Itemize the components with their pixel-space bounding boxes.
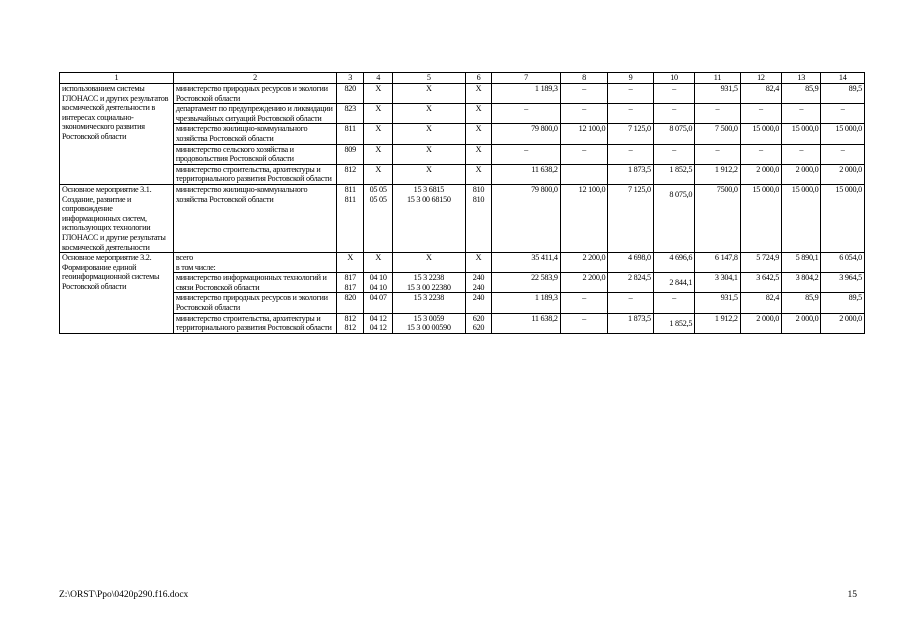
amount-cell — [695, 84, 741, 104]
cell-value: – — [582, 144, 586, 154]
budget-code-c5 — [393, 124, 465, 144]
amount-cell — [695, 293, 741, 313]
header-cell: 3 — [337, 73, 364, 84]
cell-value: 89,5 — [848, 293, 862, 303]
cell-value: – — [628, 144, 633, 154]
activity-name: Основное мероприятие 3.2. Формирование единой геоинформационной системы Ростовской области — [60, 253, 174, 334]
budget-code-c6 — [465, 253, 492, 273]
amount-cell — [608, 124, 654, 144]
amount-cell — [782, 253, 821, 273]
table-row — [60, 124, 865, 144]
budget-code-c5 — [393, 293, 465, 313]
cell-value: 4 696,6 — [669, 253, 693, 263]
budget-code-c3 — [337, 104, 364, 124]
cell-value: X — [475, 124, 482, 134]
cell-value: 85,9 — [805, 84, 819, 93]
budget-code-c4 — [364, 144, 393, 164]
amount-cell — [492, 164, 560, 184]
cell-value: 3 804,2 — [795, 273, 819, 283]
cell-value: 4 698,0 — [628, 253, 651, 263]
cell-value: X — [375, 104, 381, 114]
cell-value: 3 304,1 — [714, 273, 738, 283]
cell-value: 1 912,2 — [714, 313, 738, 323]
amount-cell — [608, 293, 654, 313]
amount-cell — [608, 84, 654, 104]
cell-value: 15 3 00 00590 — [406, 323, 451, 333]
cell-value: 2 000,0 — [756, 164, 780, 174]
cell-value: 6 147,8 — [714, 253, 738, 263]
cell-value: 2 824,5 — [628, 273, 651, 283]
cell-value: X — [475, 84, 482, 93]
budget-code-c3 — [337, 184, 364, 252]
cell-value: – — [715, 104, 720, 114]
cell-value: 7 125,0 — [628, 124, 651, 134]
amount-cell — [653, 293, 694, 313]
cell-value: 15 000,0 — [791, 184, 819, 194]
cell-value: 5 724,9 — [756, 253, 780, 263]
amount-cell — [782, 104, 821, 124]
cell-value: 620 — [472, 323, 485, 333]
cell-value: 1 912,2 — [714, 164, 738, 174]
cell-value: 82,4 — [765, 293, 780, 303]
budget-table — [59, 72, 865, 334]
cell-value: 8 075,0 — [669, 189, 693, 199]
budget-code-c4 — [364, 273, 393, 293]
table-row — [60, 293, 865, 313]
cell-value: – — [672, 293, 676, 303]
budget-code-c3 — [337, 144, 364, 164]
cell-value: 820 — [344, 84, 356, 93]
budget-code-c4 — [364, 104, 393, 124]
amount-cell — [653, 124, 694, 144]
cell-value: 85,9 — [805, 293, 819, 303]
amount-cell — [653, 184, 694, 252]
cell-value: – — [582, 84, 586, 93]
cell-value: 2 000,0 — [795, 313, 819, 323]
cell-value: 05 05 — [369, 194, 387, 204]
cell-value: 7500,0 — [716, 184, 738, 194]
amount-cell — [608, 104, 654, 124]
amount-cell — [782, 184, 821, 252]
amount-cell — [653, 144, 694, 164]
cell-value: – — [582, 293, 586, 303]
amount-cell — [560, 164, 608, 184]
amount-cell — [653, 313, 694, 333]
cell-value: – — [524, 144, 529, 154]
cell-value: X — [475, 104, 482, 114]
cell-value: – — [628, 84, 633, 93]
budget-code-c5 — [393, 253, 465, 273]
budget-code-c6 — [465, 124, 492, 144]
amount-cell — [608, 164, 654, 184]
cell-value: – — [759, 144, 763, 154]
amount-cell — [653, 84, 694, 104]
budget-code-c4 — [364, 253, 393, 273]
activity-name: Основное мероприятие 3.1. Создание, развитие и сопровождение информационных систем, использующих технологии ГЛОНАСС и другие результаты космической деятельности — [60, 184, 174, 252]
cell-value: 1 852,5 — [669, 318, 693, 328]
executor-name: министерство природных ресурсов и экологии Ростовской области — [173, 84, 336, 104]
cell-value: 2 844,1 — [669, 278, 693, 288]
cell-value: 89,5 — [848, 84, 862, 93]
cell-value: 811 — [344, 124, 356, 134]
amount-cell — [695, 273, 741, 293]
cell-value: 6 054,0 — [839, 253, 862, 263]
cell-value: 15 000,0 — [752, 184, 780, 194]
cell-value: 1 873,5 — [628, 313, 651, 323]
cell-value: 7 500,0 — [714, 124, 738, 134]
amount-cell — [782, 273, 821, 293]
cell-value: 12 100,0 — [578, 124, 606, 134]
cell-value: – — [672, 84, 676, 93]
budget-code-c6 — [465, 144, 492, 164]
amount-cell — [560, 293, 608, 313]
amount-cell — [821, 293, 865, 313]
table-row — [60, 84, 865, 104]
executor-name: министерство информационных технологий и связи Ростовской области — [173, 273, 336, 293]
cell-value: 2 000,0 — [839, 313, 862, 323]
budget-code-c5 — [393, 144, 465, 164]
amount-cell — [608, 184, 654, 252]
cell-value: 15 3 2238 — [413, 273, 445, 283]
amount-cell — [560, 273, 608, 293]
budget-code-c5 — [393, 164, 465, 184]
header-cell: 10 — [653, 73, 694, 84]
executor-name: министерство строительства, архитектуры и территориального развития Ростовской области — [173, 164, 336, 184]
cell-value: 812 — [344, 313, 356, 323]
cell-value: 1 873,5 — [628, 164, 651, 174]
amount-cell — [653, 164, 694, 184]
amount-cell — [560, 313, 608, 333]
budget-code-c4 — [364, 164, 393, 184]
amount-cell — [492, 144, 560, 164]
header-cell: 4 — [364, 73, 393, 84]
cell-value: 15 000,0 — [791, 124, 819, 134]
table-row — [60, 253, 865, 273]
cell-value: 817 — [344, 282, 356, 292]
cell-value: X — [375, 164, 381, 174]
budget-code-c6 — [465, 164, 492, 184]
cell-value: – — [715, 144, 720, 154]
budget-code-c6 — [465, 104, 492, 124]
budget-code-c4 — [364, 84, 393, 104]
cell-value: 04 12 — [369, 323, 387, 333]
amount-cell — [492, 313, 560, 333]
amount-cell — [653, 273, 694, 293]
amount-cell — [492, 124, 560, 144]
cell-value: 1 189,3 — [534, 84, 558, 93]
executor-name: министерство жилищно-коммунального хозяйства Ростовской области — [173, 124, 336, 144]
amount-cell — [821, 144, 865, 164]
budget-code-c3 — [337, 164, 364, 184]
cell-value: – — [799, 104, 804, 114]
budget-code-c6 — [465, 273, 492, 293]
amount-cell — [740, 273, 781, 293]
amount-cell — [695, 184, 741, 252]
cell-value: 2 000,0 — [795, 164, 819, 174]
budget-code-c3 — [337, 293, 364, 313]
executor-name: министерство природных ресурсов и экологии Ростовской области — [173, 293, 336, 313]
budget-code-c3 — [337, 124, 364, 144]
cell-value: X — [347, 253, 354, 263]
cell-value: 811 — [344, 184, 356, 194]
budget-code-c4 — [364, 124, 393, 144]
header-cell: 6 — [465, 73, 492, 84]
budget-code-c4 — [364, 293, 393, 313]
cell-value: – — [582, 104, 586, 114]
header-cell: 1 — [60, 73, 174, 84]
cell-value: 15 3 00 68150 — [406, 194, 451, 204]
cell-value: 22 583,9 — [531, 273, 558, 283]
cell-value: – — [582, 313, 586, 323]
amount-cell — [740, 104, 781, 124]
budget-code-c3 — [337, 273, 364, 293]
cell-value: – — [524, 104, 529, 114]
cell-value: – — [672, 144, 676, 154]
cell-value: 04 10 — [369, 273, 387, 283]
cell-value: 79 800,0 — [531, 124, 558, 134]
budget-code-c3 — [337, 253, 364, 273]
header-row — [60, 73, 865, 84]
amount-cell — [492, 253, 560, 273]
cell-value: 35 411,4 — [531, 253, 558, 263]
cell-value: 11 638,2 — [531, 313, 558, 323]
cell-value: 04 12 — [369, 313, 387, 323]
cell-value: X — [426, 144, 432, 154]
budget-code-c3 — [337, 84, 364, 104]
cell-value: 931,5 — [720, 84, 738, 93]
amount-cell — [608, 253, 654, 273]
header-cell: 5 — [393, 73, 465, 84]
header-cell: 11 — [695, 73, 741, 84]
executor-name: департамент по предупреждению и ликвидации чрезвычайных ситуаций Ростовской области — [173, 104, 336, 124]
header-cell: 14 — [821, 73, 865, 84]
amount-cell — [782, 293, 821, 313]
cell-value: – — [799, 144, 804, 154]
amount-cell — [608, 144, 654, 164]
cell-value: 810 — [472, 184, 485, 194]
page-number: 15 — [847, 590, 857, 600]
amount-cell — [740, 144, 781, 164]
amount-cell — [740, 124, 781, 144]
cell-value: – — [672, 104, 676, 114]
header-cell: 2 — [173, 73, 336, 84]
amount-cell — [782, 313, 821, 333]
amount-cell — [740, 84, 781, 104]
cell-value: 05 05 — [369, 184, 387, 194]
header-cell: 8 — [560, 73, 608, 84]
budget-code-c5 — [393, 84, 465, 104]
header-cell: 7 — [492, 73, 560, 84]
cell-value: 2 000,0 — [839, 164, 862, 174]
amount-cell — [695, 164, 741, 184]
amount-cell — [740, 313, 781, 333]
cell-value: 04 10 — [369, 282, 387, 292]
amount-cell — [821, 273, 865, 293]
cell-value: 11 638,2 — [531, 164, 558, 174]
cell-value: 15 000,0 — [752, 124, 780, 134]
cell-value: 240 — [472, 273, 485, 283]
cell-value: 823 — [344, 104, 356, 114]
amount-cell — [782, 144, 821, 164]
amount-cell — [740, 164, 781, 184]
cell-value: X — [375, 253, 381, 263]
cell-value: X — [426, 124, 432, 134]
cell-value: – — [628, 104, 633, 114]
table-row — [60, 313, 865, 333]
amount-cell — [560, 124, 608, 144]
amount-cell — [821, 253, 865, 273]
amount-cell — [492, 273, 560, 293]
cell-value: 15 000,0 — [835, 124, 862, 134]
cell-value: 7 125,0 — [628, 184, 651, 194]
cell-value: 2 000,0 — [756, 313, 780, 323]
budget-code-c5 — [393, 273, 465, 293]
activity-name: использованием системы ГЛОНАСС и других результатов космической деятельности в интересах социально-экономического развития Ростовской области — [60, 84, 174, 185]
amount-cell — [560, 184, 608, 252]
amount-cell — [560, 253, 608, 273]
budget-code-c6 — [465, 313, 492, 333]
amount-cell — [695, 253, 741, 273]
executor-name: министерство жилищно-коммунального хозяйства Ростовской области — [173, 184, 336, 252]
executor-name: всего в том числе: — [173, 253, 336, 273]
cell-value: X — [426, 253, 432, 263]
cell-value: 15 3 6815 — [413, 184, 445, 194]
cell-value: 809 — [344, 144, 356, 154]
amount-cell — [560, 104, 608, 124]
cell-value: 1 189,3 — [534, 293, 558, 303]
budget-code-c5 — [393, 184, 465, 252]
amount-cell — [560, 84, 608, 104]
amount-cell — [821, 124, 865, 144]
cell-value: 15 3 0059 — [413, 313, 445, 323]
cell-value: X — [475, 144, 482, 154]
amount-cell — [695, 313, 741, 333]
amount-cell — [740, 293, 781, 313]
amount-cell — [492, 184, 560, 252]
amount-cell — [695, 144, 741, 164]
cell-value: 812 — [344, 164, 356, 174]
cell-value: 15 000,0 — [835, 184, 862, 194]
budget-code-c4 — [364, 313, 393, 333]
cell-value: 811 — [344, 194, 356, 204]
cell-value: 240 — [472, 293, 485, 303]
amount-cell — [740, 184, 781, 252]
cell-value: 810 — [472, 194, 485, 204]
cell-value: X — [475, 253, 482, 263]
cell-value: 79 800,0 — [531, 184, 558, 194]
cell-value: X — [375, 84, 381, 93]
amount-cell — [695, 124, 741, 144]
table-row — [60, 184, 865, 252]
amount-cell — [608, 313, 654, 333]
budget-code-c3 — [337, 313, 364, 333]
cell-value: – — [840, 144, 845, 154]
budget-code-c4 — [364, 184, 393, 252]
amount-cell — [653, 104, 694, 124]
cell-value: 812 — [344, 323, 356, 333]
amount-cell — [821, 164, 865, 184]
budget-code-c6 — [465, 184, 492, 252]
cell-value: 15 3 2238 — [413, 293, 445, 303]
cell-value: X — [375, 144, 381, 154]
amount-cell — [492, 293, 560, 313]
cell-value: X — [426, 104, 432, 114]
table-row — [60, 273, 865, 293]
amount-cell — [608, 273, 654, 293]
amount-cell — [782, 84, 821, 104]
cell-value: X — [475, 164, 482, 174]
cell-value: X — [426, 84, 432, 93]
table-row — [60, 104, 865, 124]
amount-cell — [821, 84, 865, 104]
amount-cell — [821, 184, 865, 252]
cell-value: 1 852,5 — [669, 164, 693, 174]
header-cell: 9 — [608, 73, 654, 84]
cell-value: 82,4 — [765, 84, 780, 93]
cell-value: 12 100,0 — [578, 184, 606, 194]
cell-value: 15 3 00 22380 — [406, 282, 451, 292]
header-cell: 13 — [782, 73, 821, 84]
cell-value: – — [840, 104, 845, 114]
budget-code-c6 — [465, 293, 492, 313]
amount-cell — [492, 104, 560, 124]
cell-value: 820 — [344, 293, 356, 303]
cell-value: 5 890,1 — [795, 253, 819, 263]
amount-cell — [821, 104, 865, 124]
cell-value: 04 07 — [369, 293, 387, 303]
cell-value: 3 964,5 — [839, 273, 862, 283]
file-path: Z:\ORST\Ppo\0420p290.f16.docx — [59, 590, 189, 600]
header-cell: 12 — [740, 73, 781, 84]
cell-value: 817 — [344, 273, 356, 283]
cell-value: 3 642,5 — [756, 273, 780, 283]
cell-value: 931,5 — [720, 293, 738, 303]
cell-value: X — [426, 164, 432, 174]
cell-value: – — [759, 104, 763, 114]
amount-cell — [653, 253, 694, 273]
cell-value: X — [375, 124, 381, 134]
amount-cell — [695, 104, 741, 124]
cell-value: 8 075,0 — [669, 124, 693, 134]
table-row — [60, 144, 865, 164]
executor-name: министерство сельского хозяйства и продовольствия Ростовской области — [173, 144, 336, 164]
executor-name: министерство строительства, архитектуры и территориального развития Ростовской области — [173, 313, 336, 333]
cell-value: 2 200,0 — [582, 273, 606, 283]
cell-value: 240 — [472, 282, 485, 292]
amount-cell — [782, 164, 821, 184]
amount-cell — [782, 124, 821, 144]
amount-cell — [560, 144, 608, 164]
cell-value: 2 200,0 — [582, 253, 606, 263]
amount-cell — [492, 84, 560, 104]
amount-cell — [740, 253, 781, 273]
budget-code-c5 — [393, 104, 465, 124]
amount-cell — [821, 313, 865, 333]
table-row — [60, 164, 865, 184]
cell-value: – — [628, 293, 633, 303]
budget-code-c6 — [465, 84, 492, 104]
cell-value: 620 — [472, 313, 485, 323]
budget-code-c5 — [393, 313, 465, 333]
